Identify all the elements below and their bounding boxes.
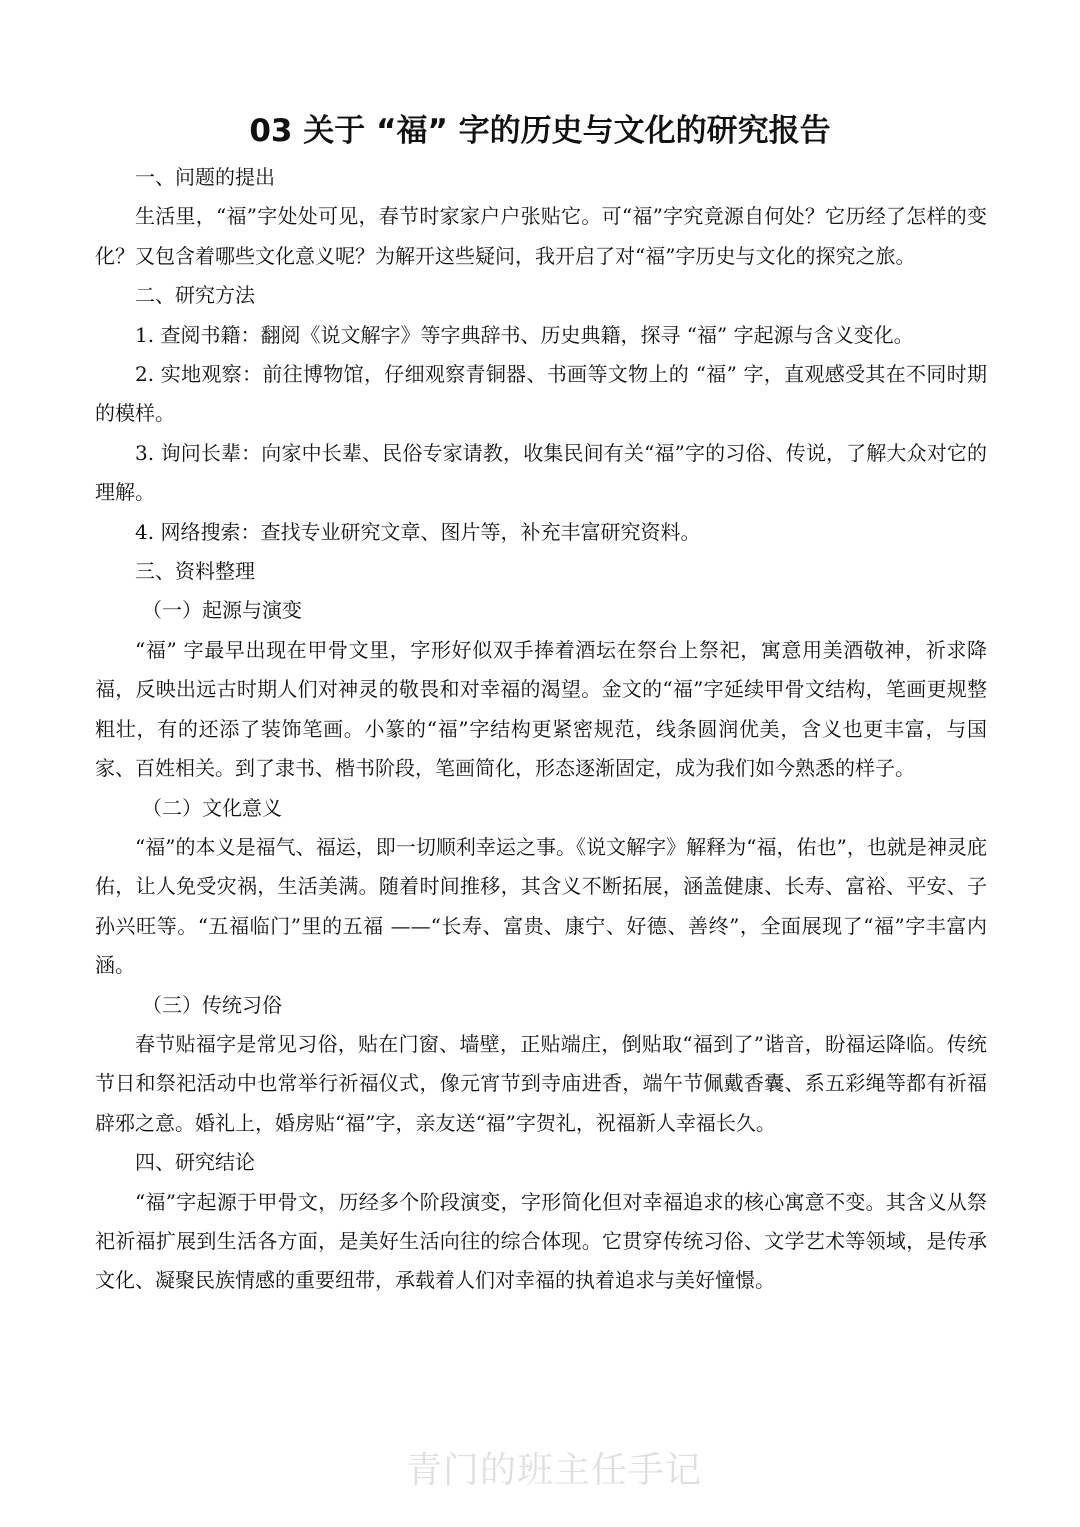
method-item-elders: 3. 询问长辈：向家中长辈、民俗专家请教，收集民间有关“福”字的习俗、传说，了解大众对它的理解。 <box>95 440 987 505</box>
customs-paragraph: 春节贴福字是常见习俗，贴在门窗、墙壁，正贴端庄，倒贴取“福到了”谐音，盼福运降临。传统节日和祭祀活动中也常举行祈福仪式，像元宵节到寺庙进香，端午节佩戴香囊、系五彩绳等都有祈福辟邪之意。婚礼上，婚房贴“福”字，亲友送“福”字贺礼，祝福新人幸福长久。 <box>95 1031 987 1135</box>
culture-paragraph: “福”的本义是福气、福运，即一切顺利幸运之事。《说文解字》解释为“福，佑也”，也就是神灵庇佑，让人免受灾祸，生活美满。随着时间推移，其含义不断拓展，涵盖健康、长寿、富裕、平安、子孙兴旺等。“五福临门”里的五福 ——“长寿、富贵、康宁、好德、善终”，全面展现了“福”字丰富内涵。 <box>95 834 987 978</box>
report-title: 03 关于 “福” 字的历史与文化的研究报告 <box>249 113 831 149</box>
conclusion-paragraph: “福”字起源于甲骨文，历经多个阶段演变，字形简化但对幸福追求的核心寓意不变。其含义从祭祀祈福扩展到生活各方面，是美好生活向往的综合体现。它贯穿传统习俗、文学艺术等领域，是传承文化、凝聚民族情感的重要纽带，承载着人们对幸福的执着追求与美好憧憬。 <box>95 1189 987 1293</box>
section-heading-problem: 一、问题的提出 <box>135 165 275 189</box>
origin-paragraph: “福” 字最早出现在甲骨文里，字形好似双手捧着酒坛在祭台上祭祀，寓意用美酒敬神，祈求降福，反映出远古时期人们对神灵的敬畏和对幸福的渴望。金文的“福”字延续甲骨文结构，笔画更规整粗壮，有的还添了装饰笔画。小篆的“福”字结构更紧密规范，线条圆润优美，含义也更丰富，与国家、百姓相关。到了隶书、楷书阶段，笔画简化，形态逐渐固定，成为我们如今熟悉的样子。 <box>95 637 987 781</box>
subheading-customs: （三）传统习俗 <box>142 992 282 1017</box>
watermark-text: 青门的班主任手记 <box>406 1450 703 1491</box>
report-body <box>95 158 987 1301</box>
method-item-internet: 4. 网络搜索：查找专业研究文章、图片等，补充丰富研究资料。 <box>135 519 701 544</box>
method-item-books: 1. 查阅书籍：翻阅《说文解字》等字典辞书、历史典籍，探寻 “福” 字起源与含义变化。 <box>135 322 914 347</box>
problem-paragraph: 生活里，“福”字处处可见，春节时家家户户张贴它。可“福”字究竟源自何处？它历经了怎样的变化？又包含着哪些文化意义呢？为解开这些疑问，我开启了对“福”字历史与文化的探究之旅。 <box>95 204 987 268</box>
method-item-observation: 2. 实地观察：前往博物馆，仔细观察青铜器、书画等文物上的 “福” 字，直观感受其在不同时期的模样。 <box>95 362 987 426</box>
section-heading-materials: 三、资料整理 <box>135 559 255 584</box>
subheading-origin: （一）起源与演变 <box>142 598 302 623</box>
section-heading-conclusion: 四、研究结论 <box>135 1150 255 1175</box>
subheading-culture: （二）文化意义 <box>142 795 282 820</box>
section-heading-methods: 二、研究方法 <box>135 283 255 308</box>
